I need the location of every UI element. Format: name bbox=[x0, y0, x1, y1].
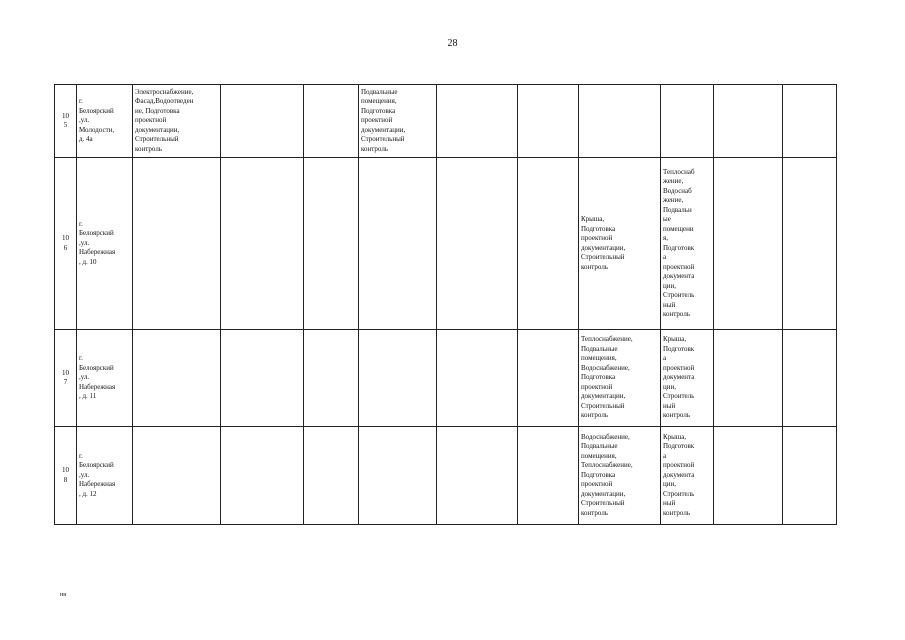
work-types-cell: Электроснабжение, Фасад,Водоотведен ие, Подготовка проектной документации, Строительный контроль bbox=[133, 85, 221, 158]
repair-schedule-table bbox=[54, 84, 837, 525]
work-types-cell: Крыша, Подготовк а проектной документа ции, Строитель ный контроль bbox=[661, 427, 714, 525]
address-cell: г. Белоярский ,ул. Набережная , д. 10 bbox=[77, 158, 133, 330]
work-types-cell bbox=[133, 330, 221, 427]
work-types-cell bbox=[359, 330, 437, 427]
empty-cell bbox=[518, 427, 579, 525]
row-number: 10 8 bbox=[55, 427, 77, 525]
empty-cell bbox=[437, 330, 518, 427]
empty-cell bbox=[714, 427, 783, 525]
empty-cell bbox=[221, 330, 304, 427]
work-types-cell: Теплоснаб жение, Водоснаб жение, Подвальн ые помещени я, Подготовк а проектной документа ции, Строитель ный контроль bbox=[661, 158, 714, 330]
empty-cell bbox=[221, 427, 304, 525]
work-types-cell: Крыша, Подготовк а проектной документа ции, Строитель ный контроль bbox=[661, 330, 714, 427]
empty-cell bbox=[783, 158, 837, 330]
empty-cell bbox=[221, 158, 304, 330]
address-cell: г. Белоярский ,ул. Молодости, д. 4а bbox=[77, 85, 133, 158]
empty-cell bbox=[714, 330, 783, 427]
empty-cell bbox=[714, 85, 783, 158]
table-row bbox=[55, 158, 837, 330]
empty-cell bbox=[783, 85, 837, 158]
empty-cell bbox=[304, 158, 359, 330]
empty-cell bbox=[304, 330, 359, 427]
empty-cell bbox=[783, 330, 837, 427]
empty-cell bbox=[714, 158, 783, 330]
row-number: 10 7 bbox=[55, 330, 77, 427]
empty-cell bbox=[783, 427, 837, 525]
work-types-cell: Подвальные помещения, Подготовка проектной документации, Строительный контроль bbox=[359, 85, 437, 158]
empty-cell bbox=[221, 85, 304, 158]
empty-cell bbox=[518, 158, 579, 330]
table-row bbox=[55, 427, 837, 525]
empty-cell bbox=[437, 158, 518, 330]
table-row bbox=[55, 330, 837, 427]
empty-cell bbox=[518, 85, 579, 158]
empty-cell bbox=[437, 85, 518, 158]
empty-cell bbox=[304, 427, 359, 525]
work-types-cell bbox=[133, 427, 221, 525]
row-number: 10 5 bbox=[55, 85, 77, 158]
work-types-cell bbox=[359, 427, 437, 525]
page-number: 28 bbox=[447, 38, 458, 49]
row-number: 10 6 bbox=[55, 158, 77, 330]
work-types-cell bbox=[661, 85, 714, 158]
work-types-cell: Водоснабжение, Подвальные помещения, Теплоснабжение, Подготовка проектной документации, Строительный контроль bbox=[579, 427, 661, 525]
address-cell: г. Белоярский ,ул. Набережная , д. 12 bbox=[77, 427, 133, 525]
table-row bbox=[55, 85, 837, 158]
work-types-cell: Теплоснабжение, Подвальные помещения, Водоснабжение, Подготовка проектной документации, Строительный контроль bbox=[579, 330, 661, 427]
empty-cell bbox=[437, 427, 518, 525]
address-cell: г. Белоярский ,ул. Набережная , д. 11 bbox=[77, 330, 133, 427]
work-types-cell bbox=[133, 158, 221, 330]
work-types-cell: Крыша, Подготовка проектной документации, Строительный контроль bbox=[579, 158, 661, 330]
empty-cell bbox=[304, 85, 359, 158]
footer-mark: нн bbox=[60, 592, 67, 598]
work-types-cell bbox=[579, 85, 661, 158]
empty-cell bbox=[518, 330, 579, 427]
work-types-cell bbox=[359, 158, 437, 330]
